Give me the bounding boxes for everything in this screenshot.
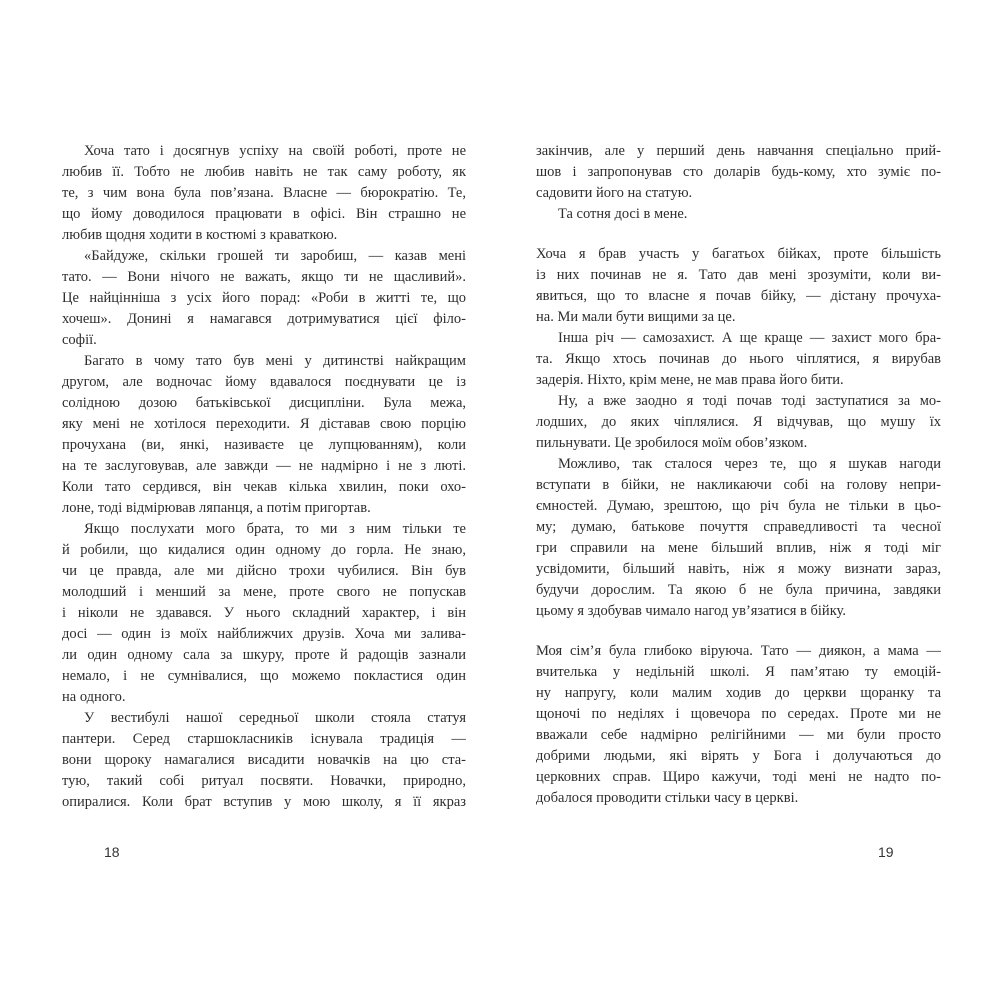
paragraph xyxy=(536,454,941,622)
text-line: на одного. xyxy=(62,689,126,705)
text-line: закінчив, але у перший день навчання спеціально прий- xyxy=(536,143,941,159)
text-line: Коли тато сердився, він чекав кілька хвилин, поки охо- xyxy=(62,479,466,495)
text-line: гри справили на мене більший вплив, ніж я тоді міг xyxy=(536,540,941,556)
text-line: Можливо, так сталося через те, що я шукав нагоди xyxy=(558,456,941,472)
text-line: пильнувати. Це зробилося моїм обов’язком. xyxy=(536,435,808,451)
text-line: явиться, що то власне я почав бійку, — дістану прочуха- xyxy=(536,288,941,304)
text-line: будучи дорослим. Та якою б не була причина, завдяки xyxy=(536,582,941,598)
text-line: софії. xyxy=(62,332,97,348)
text-line: досі — один із моїх найближчих друзів. Хоча ми залива- xyxy=(62,626,466,642)
text-line: ну напругу, коли малим ходив до церкви щоранку та xyxy=(536,685,941,701)
text-line: немало, і не сумнівалися, що можемо покластися один xyxy=(62,668,466,684)
text-line: прочухана (ви, янкі, називаєте це лупцюванням), коли xyxy=(62,437,466,453)
paragraph xyxy=(62,519,466,708)
text-line: му; думаю, батькове почуття справедливості та чесної xyxy=(536,519,941,535)
text-line: задерія. Ніхто, крім мене, не мав права його бити. xyxy=(536,372,844,388)
text-line: на. Ми мали бути вищими за це. xyxy=(536,309,736,325)
text-line: Хоча тато і досягнув успіху на своїй роботі, проте не xyxy=(84,143,466,159)
text-line: садовити його на статую. xyxy=(536,185,693,201)
text-line: Багато в чому тато був мені у дитинстві найкращим xyxy=(84,353,466,369)
text-line: опиралися. Коли брат вступив у мою школу, я її якраз xyxy=(62,794,466,810)
text-line: та. Якщо хтось починав до нього чіплятися, я вирубав xyxy=(536,351,941,367)
paragraph xyxy=(62,708,466,813)
text-line: церковних справ. Щиро кажучи, тоді мені не надто по- xyxy=(536,769,941,785)
text-line: хочеш». Донині я намагався дотримуватися цієї філо- xyxy=(62,311,466,327)
text-line: Хоча я брав участь у багатьох бійках, проте більшість xyxy=(536,246,941,262)
text-line: Та сотня досі в мене. xyxy=(558,206,688,222)
text-line: лоне, тоді відмірював ляпанця, а потім пригортав. xyxy=(62,500,371,516)
text-line: другом, але водночас йому вдавалося поєднувати це із xyxy=(62,374,466,390)
text-line: ємностей. Думаю, зрештою, що річ була не тільки в цьо- xyxy=(536,498,941,514)
page-number-left: 18 xyxy=(104,844,120,860)
text-line: те, з чим вона була пов’язана. Власне — бюрократію. Те, xyxy=(62,185,466,201)
text-line: на те заслуговував, але завжди — не надмірно і не з люті. xyxy=(62,458,466,474)
text-line: молодший і менший за мене, проте свого не попускав xyxy=(62,584,466,600)
paragraph xyxy=(536,328,941,391)
paragraph xyxy=(536,641,941,809)
text-line: й робили, що кидалися один одному до горла. Не знаю, xyxy=(62,542,466,558)
text-line: У вестибулі нашої середньої школи стояла статуя xyxy=(84,710,466,726)
paragraph xyxy=(536,391,941,454)
text-line: Моя сім’я була глибоко віруюча. Тато — диякон, а мама — xyxy=(536,643,941,659)
paragraph xyxy=(62,141,466,246)
text-line: яку мені не хотілося переходити. Я діставав свою порцію xyxy=(62,416,466,432)
text-line: із них починав не я. Тато дав мені зрозуміти, коли ви- xyxy=(536,267,941,283)
text-line: цьому я здобував чимало нагод ув’язатися в бійку. xyxy=(536,603,846,619)
text-line: вважали себе надмірно релігійними — ми були просто xyxy=(536,727,941,743)
text-line: і ніколи не здавався. У нього складний характер, і він xyxy=(62,605,466,621)
text-line: пантери. Серед старшокласників існувала традиція — xyxy=(62,731,466,747)
paragraph xyxy=(536,244,941,328)
text-line: «Байдуже, скільки грошей ти заробиш, — казав мені xyxy=(84,248,466,264)
text-line: Якщо послухати мого брата, то ми з ним тільки те xyxy=(84,521,466,537)
text-line: любив щодня ходити в костюмі з краваткою. xyxy=(62,227,338,243)
text-line: чи це правда, але ми дійсно трохи чубилися. Він був xyxy=(62,563,466,579)
text-line: добалося проводити стільки часу в церкві. xyxy=(536,790,799,806)
text-line: добрими людьми, які вірять у Бога і долучаються до xyxy=(536,748,941,764)
text-line: що йому доводилося працювати в офісі. Він страшно не xyxy=(62,206,466,222)
text-line: лодших, до яких чіплялися. Я відчував, що мушу їх xyxy=(536,414,941,430)
paragraph xyxy=(62,246,466,351)
text-line: щоночі по неділях і щовечора по середах. Проте ми не xyxy=(536,706,941,722)
text-line: ли один одному сала за шкуру, проте й радощів зазнали xyxy=(62,647,466,663)
text-line: усвідомити, більший навіть, ніж я можу визнати зараз, xyxy=(536,561,941,577)
page-left-text-block xyxy=(62,141,466,813)
page-number-right: 19 xyxy=(878,844,894,860)
text-line: Ну, а вже заодно я тоді почав тоді заступатися за мо- xyxy=(558,393,941,409)
text-line: вступати в бійки, не накликаючи собі на голову непри- xyxy=(536,477,941,493)
text-line: солідною дозою батьківської дисципліни. Була межа, xyxy=(62,395,466,411)
text-line: любив її. Тобто не любив навіть не так саму роботу, як xyxy=(62,164,466,180)
text-line: шов і запропонував сто доларів будь-кому, хто зуміє по- xyxy=(536,164,941,180)
paragraph xyxy=(536,141,941,204)
text-line: тато. — Вони нічого не важать, якщо ти не щасливий». xyxy=(62,269,466,285)
text-line: тую, такий собі ритуал посвяти. Новачки, природно, xyxy=(62,773,466,789)
text-line: Інша річ — самозахист. А ще краще — захист мого бра- xyxy=(558,330,941,346)
paragraph xyxy=(536,204,941,225)
text-line: вони щороку намагалися висадити новачків на цю ста- xyxy=(62,752,466,768)
text-line: вчителька у недільній школі. Я пам’ятаю ту емоцій- xyxy=(536,664,941,680)
page-right-text-block xyxy=(536,141,941,809)
paragraph xyxy=(62,351,466,519)
text-line: Це найцінніша з усіх його порад: «Роби в житті те, що xyxy=(62,290,466,306)
